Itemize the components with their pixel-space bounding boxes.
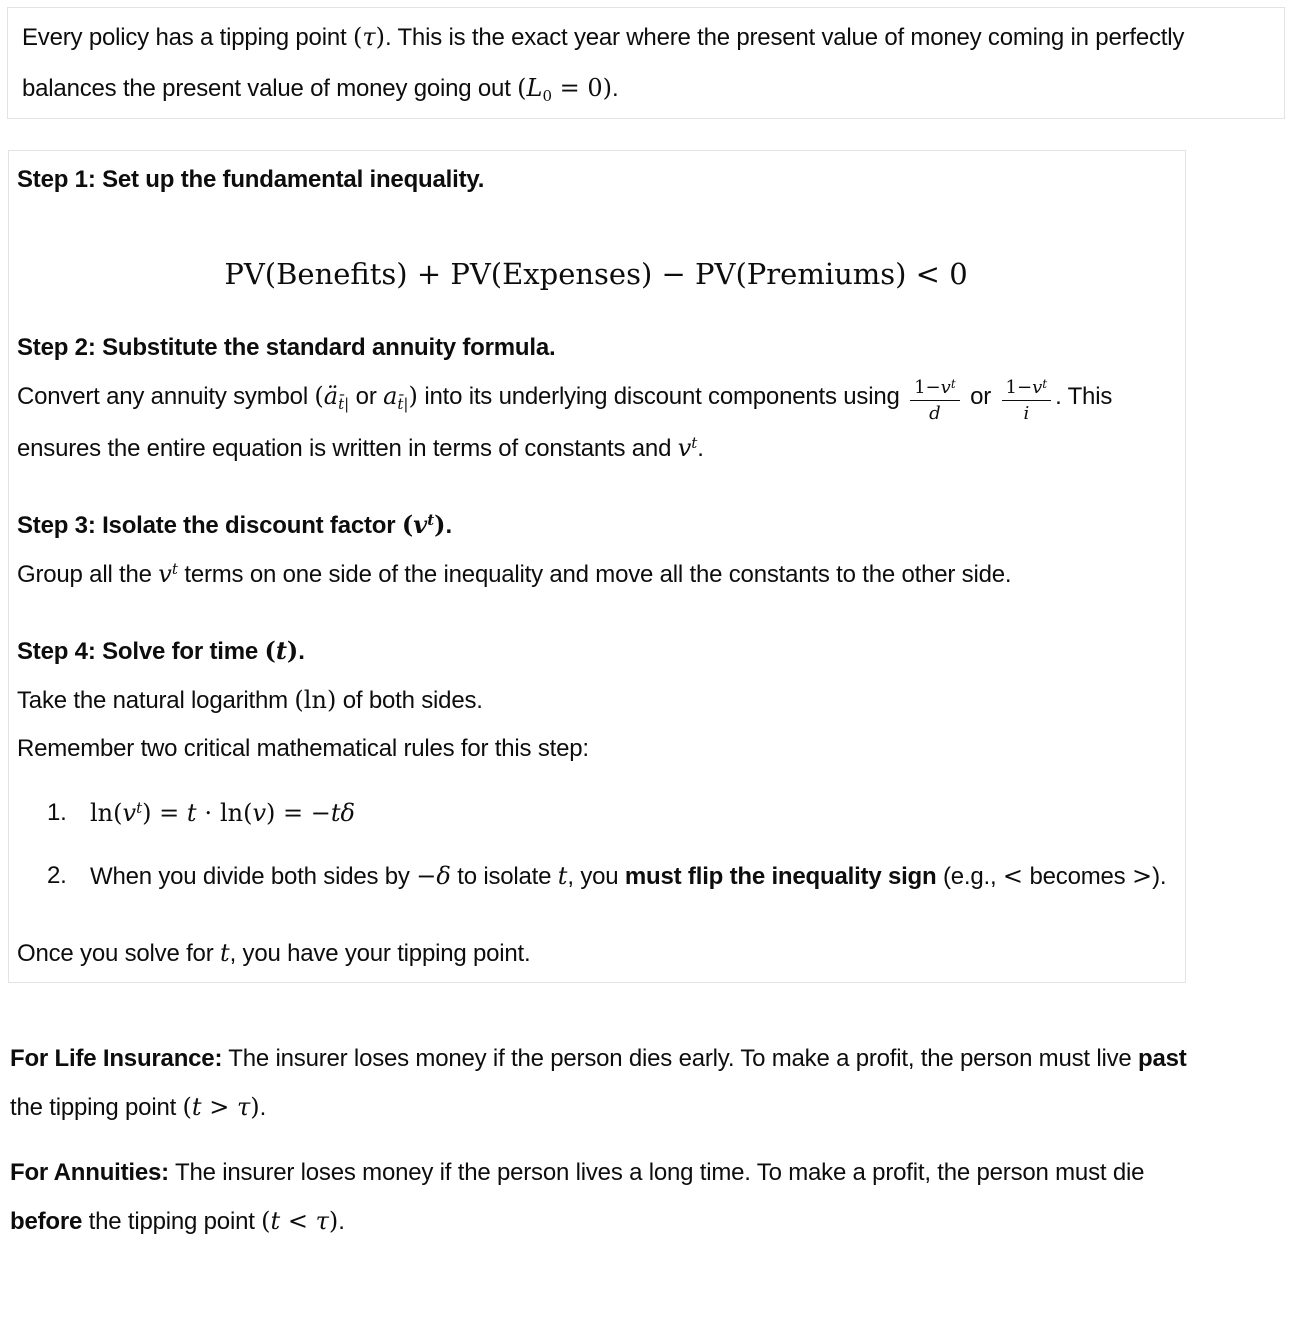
tau-symbol: τ [362,23,376,51]
step1-heading: Step 1: Set up the fundamental inequality. [17,166,485,193]
greater-than-symbol: > [1131,862,1153,890]
step2-heading: Step 2: Substitute the standard annuity formula. [17,334,556,361]
annuity-subscript: t̄| [338,395,350,413]
superscript-t: t [950,377,956,391]
greater-than-symbol: > [201,1093,237,1121]
open-paren: ( [294,686,304,714]
open-paren: ( [517,74,527,102]
intro-text-3: . [612,75,619,102]
v-symbol: v [252,799,267,827]
annuity-immediate-symbol: a [383,382,398,410]
open-paren: ( [182,1093,192,1121]
t-symbol: t [557,862,568,890]
step4-paragraph-2: Remember two critical mathematical rules for this step: [17,735,589,762]
less-than-symbol: < [280,1207,316,1235]
superscript-t: t [136,799,143,817]
v-symbol: v [158,560,172,588]
open-paren: ( [352,23,363,51]
v-symbol: v [413,510,428,539]
intro-callout-box [7,7,1285,119]
fraction-1-minus-vt-over-i: $\frac{1-v^t}{i}$ [1002,377,1052,424]
rule-1-number: 1. [47,799,67,826]
t-symbol: t [191,1093,202,1121]
step3-paragraph: Group all the $v^t$ terms on one side of the inequality and move all the constants to the other side. [17,560,1012,588]
close-paren: ) [408,382,418,410]
tau-symbol: τ [236,1093,251,1121]
close-paren: ) [250,1093,260,1121]
minus-sign: − [416,862,437,890]
life-insurance-lead: For Life Insurance: [10,1045,223,1072]
past-bold: past [1138,1045,1187,1072]
close-paren: ) [375,23,385,51]
rules-list [17,789,1175,901]
step1-formula: PV(Benefits) + PV(Expenses) − PV(Premiums) < 0 [224,257,968,291]
close-paren: ) [602,74,613,102]
less-than-symbol: < [1002,862,1024,890]
t-symbol: t [275,636,287,665]
delta-symbol: δ [436,862,451,890]
close-paren: ) [434,510,446,539]
outro-section [10,1035,1192,1246]
before-bold: before [10,1208,83,1235]
v-symbol: v [122,799,137,827]
superscript-t: t [1042,377,1048,391]
annuity-subscript: t̄| [397,395,409,413]
close-paren: ) [326,686,337,714]
annuities-lead: For Annuities: [10,1159,169,1186]
intro-text-2: . This is the exact year where the present value of money coming in perfectly balances the present value of money going out [22,24,1185,102]
rule-item-1 [47,789,1175,838]
rule-item-2 [47,852,1175,901]
superscript-t: t [171,560,178,578]
v-symbol: v [1032,377,1043,398]
step3-heading: Step 3: Isolate the discount factor $(v^t)$. [17,510,452,539]
flip-inequality-bold-text: must flip the inequality sign [624,863,937,890]
steps-box [8,150,1186,983]
fraction-1-minus-vt-over-d: $\frac{1-v^t}{d}$ [910,377,960,424]
superscript-t: t [691,434,698,452]
open-paren: ( [401,510,414,539]
life-insurance-paragraph: For Life Insurance: The insurer loses money if the person dies early. To make a profit, the person must live past the tipping point (t > τ). [10,1045,1187,1121]
intro-paragraph [22,12,1270,114]
t-symbol: t [219,939,230,967]
equals-zero: = 0 [552,74,603,102]
t-symbol: t [186,799,197,827]
step4-paragraph-1: Take the natural logarithm (ln) of both sides. [17,686,483,714]
t-symbol: t [270,1207,281,1235]
subscript-0: 0 [542,87,552,105]
step2-paragraph: Convert any annuity symbol ($ä_{t̄|}$ or $a_{t̄|}$) into its underlying discount components using $\frac{1-v^t}{d}$ or $\frac{1-v^t}{i}$ . This ensures the entire equation is written in terms of constants and $v^t$. [17,377,1113,462]
open-paren: ( [264,636,276,665]
L-symbol: L [526,74,543,102]
open-paren: ( [314,382,324,410]
step4-heading: Step 4: Solve for time (t). [17,636,305,665]
tau-symbol: τ [315,1207,329,1235]
intro-text-1: Every policy has a tipping point [22,24,353,51]
closing-paragraph: Once you solve for t, you have your tipping point. [17,939,531,967]
close-paren: ) [286,636,299,665]
rule-2-number: 2. [47,862,67,889]
annuities-paragraph: For Annuities: The insurer loses money if the person lives a long time. To make a profit, the person must die before the tipping point (t < τ). [10,1159,1145,1235]
rule-1-math: $\ln(v^t) = t \cdot \ln(v) = -t\delta$ [90,799,355,827]
annuity-due-symbol: ä [323,382,339,410]
denominator-i: i [1002,400,1052,424]
open-paren: ( [261,1207,271,1235]
t-symbol: t [330,799,341,827]
v-symbol: v [940,377,951,398]
ln-symbol: ln [303,686,327,714]
superscript-t: t [427,511,435,529]
close-paren: ) [328,1207,339,1235]
delta-symbol: δ [340,799,355,827]
v-symbol: v [677,434,692,462]
rule-2-text: When you divide both sides by −δ to isolate t, you must flip the inequality sign (e.g., < becomes >). [90,862,1167,890]
denominator-d: d [910,400,960,424]
